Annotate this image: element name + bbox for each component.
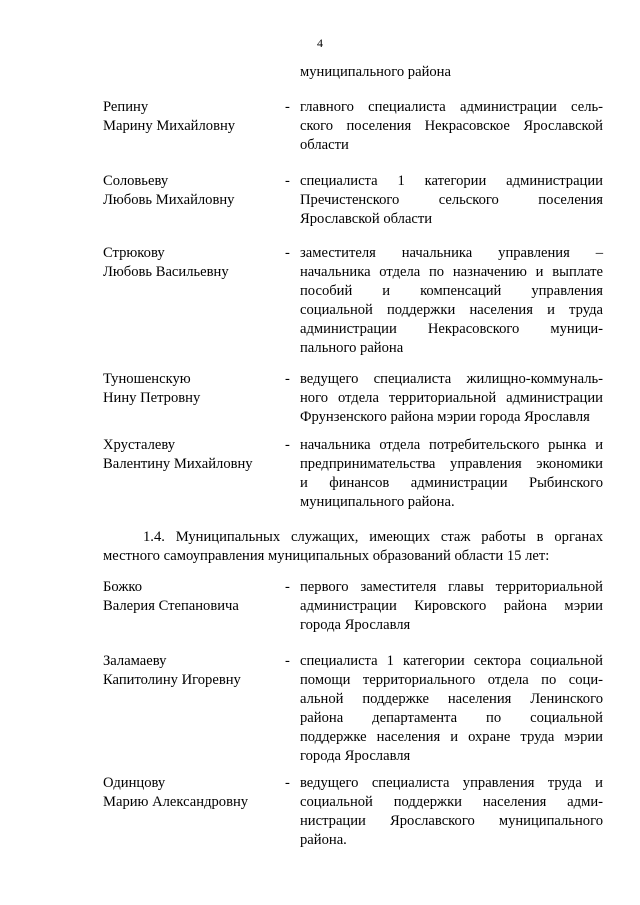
- appointee-position-line: альной поддержке населения Ленинского: [300, 691, 603, 707]
- appointee-position-line: нистрации Ярославского муниципального: [300, 813, 603, 829]
- appointee-position-line: Фрунзенского района мэрии города Ярославля: [300, 409, 590, 425]
- appointee-position-line: ского поселения Некрасовское Ярославской: [300, 118, 603, 134]
- appointee-name-line: Любовь Михайловну: [103, 192, 235, 208]
- appointee-position-line: и финансов администрации Рыбинского: [300, 475, 603, 491]
- appointee-position-line: первого заместителя главы территориальной: [300, 579, 603, 595]
- appointee-name-line: Хрусталеву: [103, 437, 176, 453]
- section-heading-line: 1.4. Муниципальных служащих, имеющих стаж работы в органах: [143, 529, 603, 545]
- appointee-position-line: администрации Кировского района мэрии: [300, 598, 603, 614]
- appointee-position-line: ведущего специалиста управления труда и: [300, 775, 603, 791]
- appointee-position-line: начальника отдела потребительского рынка и: [300, 437, 603, 453]
- appointee-name: [103, 774, 278, 812]
- appointee-position-line: ного отдела территориальной администрации: [300, 390, 603, 406]
- appointee-position: [300, 172, 603, 229]
- appointee-name-line: Соловьеву: [103, 173, 169, 189]
- appointee-name-line: Заламаеву: [103, 653, 167, 669]
- page-number: 4: [317, 36, 323, 50]
- appointee-name-line: Капитолину Игоревну: [103, 672, 241, 688]
- appointee-position-line: главного специалиста администрации сель-: [300, 99, 603, 115]
- appointee-name-line: Репину: [103, 99, 149, 115]
- continuation-text: муниципального района: [300, 64, 451, 80]
- appointee-position-line: администрации Некрасовского муници-: [300, 321, 603, 337]
- appointee-position: [300, 436, 603, 512]
- dash-separator: -: [285, 437, 290, 453]
- dash-separator: -: [285, 653, 290, 669]
- appointee-position-line: района.: [300, 832, 347, 848]
- appointee-name-line: Божко: [103, 579, 143, 595]
- appointee-position: [300, 370, 603, 427]
- section-heading-line: местного самоуправления муниципальных образований области 15 лет:: [103, 548, 550, 564]
- dash-separator: -: [285, 371, 290, 387]
- appointee-position-line: Пречистенского сельского поселения: [300, 192, 603, 208]
- appointee-position-line: области: [300, 137, 349, 153]
- appointee-position-line: социальной поддержки населения адми-: [300, 794, 603, 810]
- dash-separator: -: [285, 775, 290, 791]
- appointee-position: [300, 98, 603, 155]
- appointee-position-line: социальной поддержки населения и труда: [300, 302, 603, 318]
- appointee-position-line: заместителя начальника управления –: [300, 245, 603, 261]
- dash-separator: -: [285, 173, 290, 189]
- appointee-position-line: города Ярославля: [300, 617, 411, 633]
- dash-separator: -: [285, 99, 290, 115]
- appointee-position-line: Ярославской области: [300, 211, 433, 227]
- appointee-name-line: Валерия Степановича: [103, 598, 239, 614]
- appointee-name: [103, 98, 278, 136]
- appointee-position-line: начальника отдела по назначению и выплате: [300, 264, 603, 280]
- appointee-name-line: Любовь Васильевну: [103, 264, 229, 280]
- appointee-name-line: Марину Михайловну: [103, 118, 236, 134]
- appointee-position-line: помощи территориального отдела по соци-: [300, 672, 603, 688]
- appointee-position-line: пособий и компенсаций управления: [300, 283, 603, 299]
- dash-separator: -: [285, 245, 290, 261]
- appointee-name-line: Нину Петровну: [103, 390, 201, 406]
- appointee-name-line: Марию Александровну: [103, 794, 249, 810]
- appointee-position-line: специалиста 1 категории администрации: [300, 173, 603, 189]
- appointee-name-line: Туношенскую: [103, 371, 191, 387]
- appointee-position: [300, 652, 603, 766]
- appointee-name: [103, 652, 278, 690]
- appointee-name: [103, 436, 278, 474]
- appointee-name: [103, 578, 278, 616]
- appointee-position-line: предпринимательства управления экономики: [300, 456, 603, 472]
- appointee-position-line: района департамента по социальной: [300, 710, 603, 726]
- appointee-position: [300, 774, 603, 850]
- appointee-position-line: ведущего специалиста жилищно-коммуналь-: [300, 371, 603, 387]
- appointee-position-line: пального района: [300, 340, 404, 356]
- appointee-name: [103, 370, 278, 408]
- appointee-name-line: Одинцову: [103, 775, 166, 791]
- appointee-position-line: специалиста 1 категории сектора социальной: [300, 653, 603, 669]
- appointee-name: [103, 172, 278, 210]
- appointee-position: [300, 244, 603, 358]
- appointee-position-line: города Ярославля: [300, 748, 411, 764]
- appointee-name: [103, 244, 278, 282]
- appointee-name-line: Стрюкову: [103, 245, 165, 261]
- dash-separator: -: [285, 579, 290, 595]
- appointee-name-line: Валентину Михайловну: [103, 456, 253, 472]
- section-heading: [103, 528, 603, 566]
- appointee-position: [300, 578, 603, 635]
- appointee-position-line: поддержке населения и охране труда мэрии: [300, 729, 603, 745]
- appointee-position-line: муниципального района.: [300, 494, 455, 510]
